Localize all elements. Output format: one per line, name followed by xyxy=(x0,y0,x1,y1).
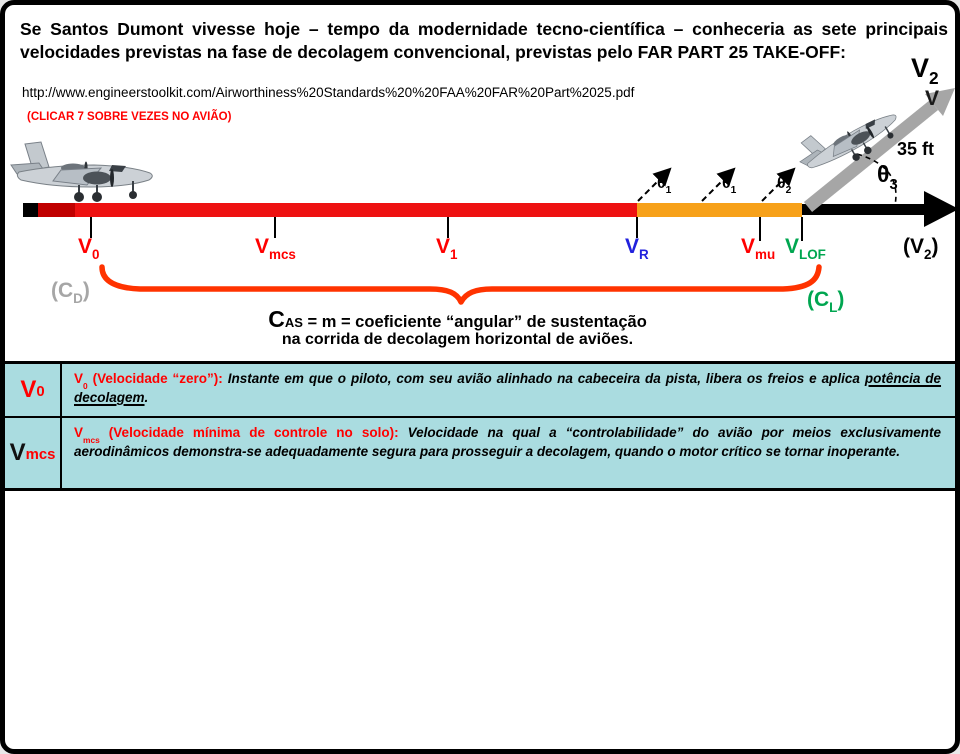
runway-rotation-segment xyxy=(637,203,802,217)
row-header-v0: V $_0$ xyxy=(20,376,45,403)
pdf-url-text: http://www.engineerstoolkit.com/Airworthiness%20Standards%20%20FAA%20FAR%20Part%2025.pdf xyxy=(22,85,635,100)
click-instruction: (CLICAR 7 SOBRE VEZES NO AVIÃO) xyxy=(27,111,232,123)
row-definition-vmcs: $V_{mcs}$ (Velocidade mínima de controle no solo): Velocidade na qual a “controlabilidade” do avião por meios exclusivamente aerodinâmicos demonstra-se adequadamente segura para prosseguir a decolagem, quando o motor crítico se tornar inoperante. xyxy=(60,418,955,488)
runway-start-segment xyxy=(23,203,38,217)
cas-caption-line2: na corrida de decolagem horizontal de aviões. xyxy=(281,331,634,348)
title-line-2: velocidades previstas na fase de decolagem convencional, previstas pelo FAR PART 25 TAKE-OFF: xyxy=(20,42,846,62)
theta1-label-b: $\theta_1$ xyxy=(722,175,737,197)
horizontal-axis-arrowhead xyxy=(924,191,959,227)
cas-caption-line1: CAS = m = coeficiente “angular” de sustentação xyxy=(268,306,647,332)
definitions-table xyxy=(5,361,955,491)
label-v0: $V_0$ xyxy=(78,235,100,263)
label-v1: $V_1$ xyxy=(436,235,458,263)
v-on-arrow-label: V xyxy=(925,87,940,110)
label-v2-paren: $(V_2)$ xyxy=(903,235,939,263)
ground-roll-brace xyxy=(102,267,819,302)
row-definition-v0: $V_0$ (Velocidade “zero”): Instante em que o piloto, com seu avião alinhado na cabeceira da pista, libera os freios e aplica potência de decolagem. xyxy=(60,364,955,416)
label-cd: $(C_D)$ xyxy=(51,279,90,307)
v2-vector-label: $V_2$ xyxy=(911,53,939,89)
screen-height-label: 35 ft xyxy=(897,139,935,159)
label-vr: $V_R$ xyxy=(625,235,649,263)
theta3-label: $\theta_3$ xyxy=(877,161,898,193)
theta2-label: $\theta_2$ xyxy=(777,175,792,197)
label-vmu: $V_{mu}$ xyxy=(741,235,776,263)
horizontal-axis-arrow-shaft xyxy=(802,204,926,215)
table-row-v0 xyxy=(5,364,955,416)
title-line-1: Se Santos Dumont vivesse hoje – tempo da modernidade tecno-científica – conheceria as sete principais xyxy=(20,19,948,39)
runway-ground-roll-segment xyxy=(75,203,637,217)
label-vmcs: $V_{mcs}$ xyxy=(255,235,296,263)
airplane-ground-icon[interactable] xyxy=(11,142,152,202)
runway-darkred-segment xyxy=(38,203,75,217)
theta1-label-a: $\theta_1$ xyxy=(657,175,672,197)
label-cl: $(C_L)$ xyxy=(807,288,845,316)
row-header-vmcs: V $_{mcs}$ xyxy=(9,439,56,466)
label-vlof: $V_{LOF}$ xyxy=(785,235,826,263)
table-row-vmcs xyxy=(5,416,955,488)
